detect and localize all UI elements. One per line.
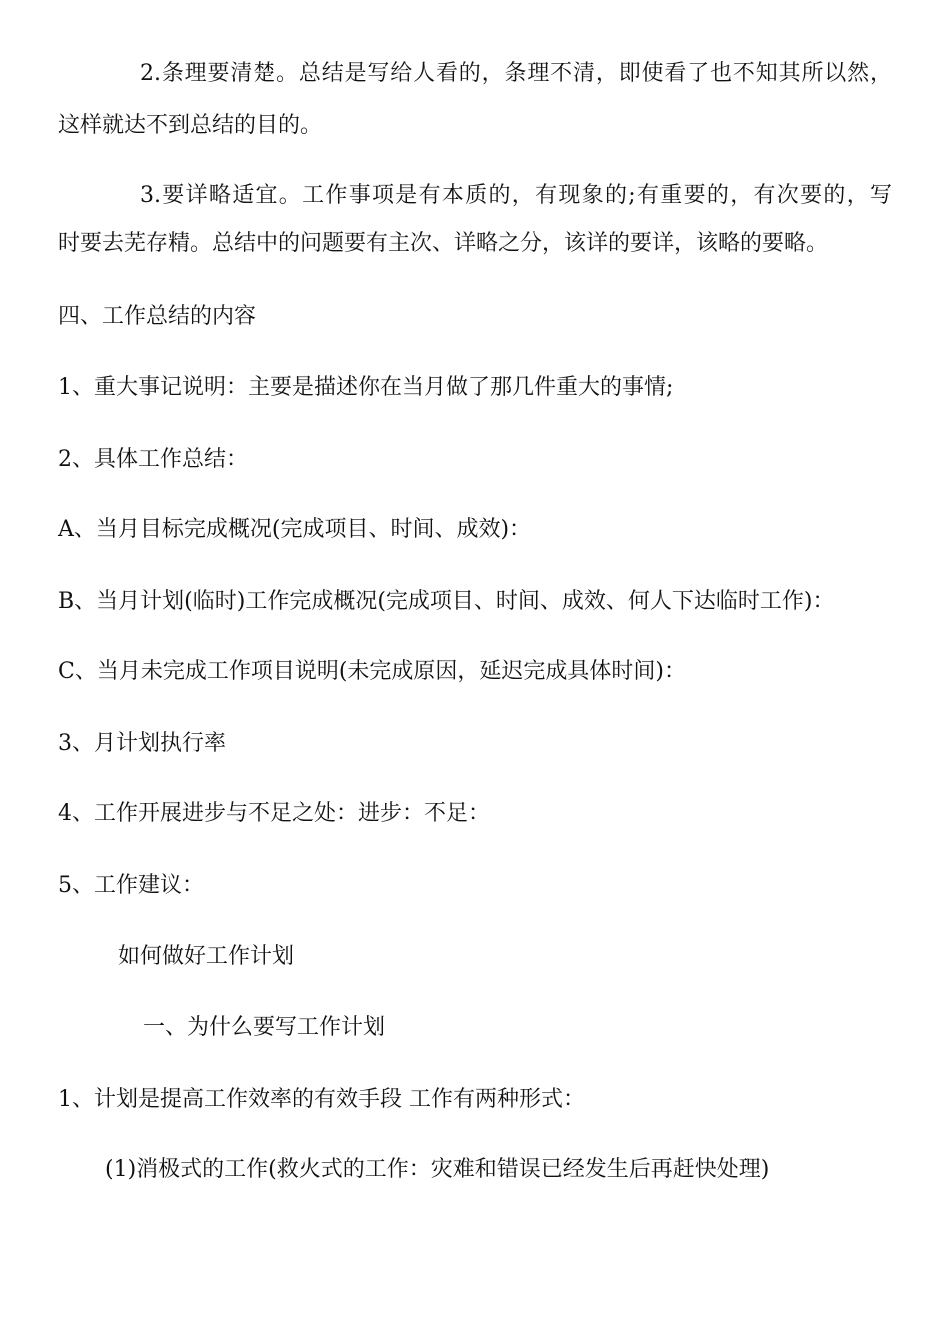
plan-section-1-heading: 一、为什么要写工作计划: [143, 1015, 386, 1040]
section-4-item-2: 2、具体工作总结：: [58, 447, 248, 472]
section-4-item-c: C、当月未完成工作项目说明(未完成原因，延迟完成具体时间)：: [58, 659, 687, 684]
section-4-item-5: 5、工作建议：: [58, 873, 204, 898]
plan-item-1: 1、计划是提高工作效率的有效手段 工作有两种形式：: [58, 1087, 585, 1112]
section-4-item-4: 4、工作开展进步与不足之处：进步：不足：: [58, 801, 490, 826]
paragraph-2-line-1: 2.条理要清楚。总结是写给人看的，条理不清，即使看了也不知其所以然，: [140, 61, 892, 86]
plan-title: 如何做好工作计划: [118, 944, 295, 969]
plan-item-1-sub-1: (1)消极式的工作(救火式的工作：灾难和错误已经发生后再赶快处理): [105, 1157, 770, 1182]
paragraph-2-line-2: 这样就达不到总结的目的。: [58, 113, 323, 138]
section-4-item-1: 1、重大事记说明：主要是描述你在当月做了那几件重大的事情;: [58, 375, 674, 400]
section-4-item-a: A、当月目标完成概况(完成项目、时间、成效)：: [58, 517, 532, 542]
paragraph-3-line-2: 时要去芜存精。总结中的问题要有主次、详略之分，该详的要详，该略的要略。: [58, 231, 829, 256]
section-4-item-3: 3、月计划执行率: [58, 731, 226, 756]
section-4-heading: 四、工作总结的内容: [58, 304, 257, 329]
paragraph-3-line-1: 3.要详略适宜。工作事项是有本质的，有现象的;有重要的，有次要的，写: [140, 183, 892, 208]
section-4-item-b: B、当月计划(临时)工作完成概况(完成项目、时间、成效、何人下达临时工作)：: [58, 589, 835, 614]
